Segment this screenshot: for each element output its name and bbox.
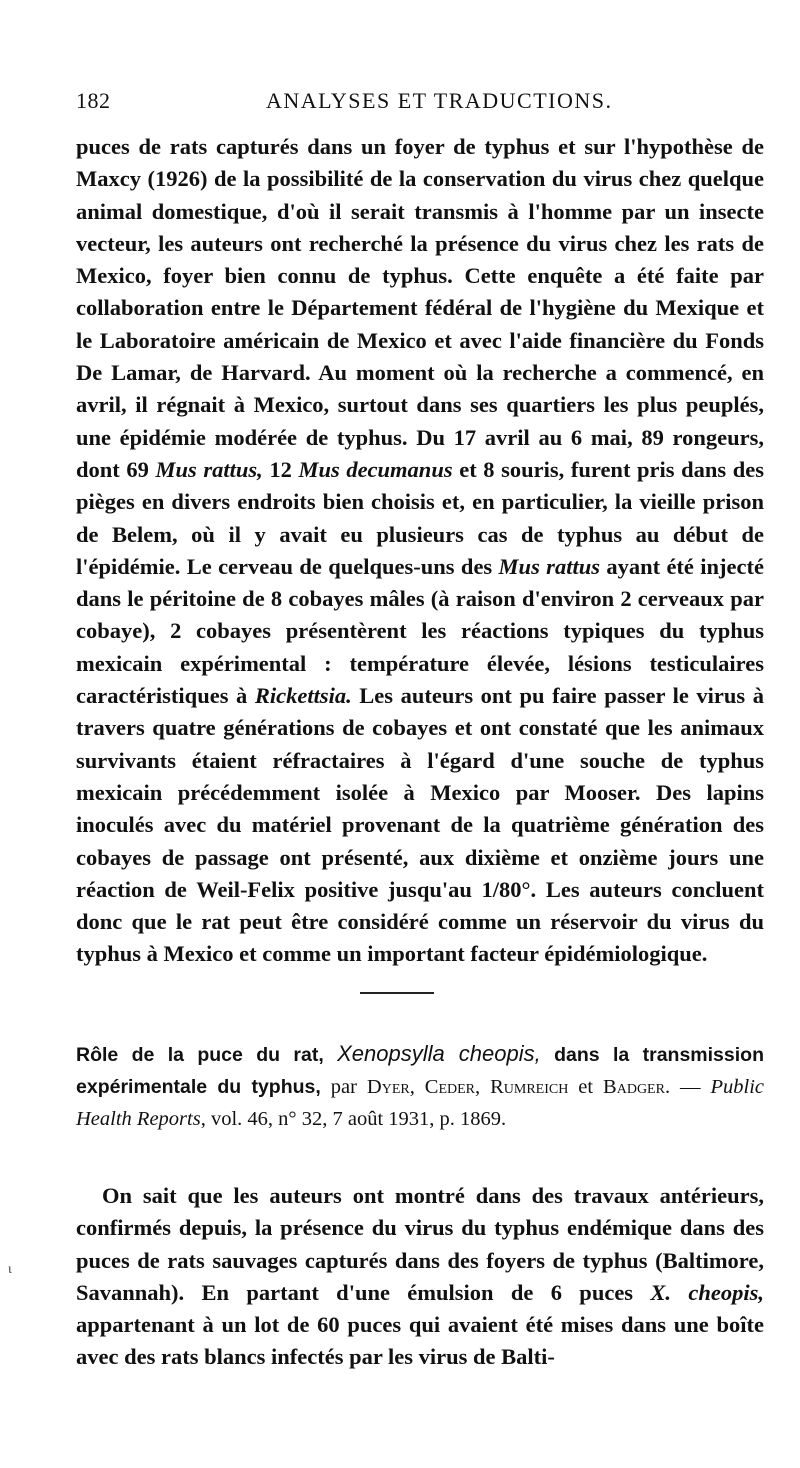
article-body-paragraph xyxy=(76,1180,764,1374)
author-name: Dyer xyxy=(366,1076,410,1098)
article-title: dans la transmission expérimentale du typhus, xyxy=(76,1044,764,1098)
separator: . — xyxy=(664,1076,711,1098)
conjunction: et xyxy=(568,1076,604,1098)
page-header xyxy=(76,88,776,122)
byline-prefix: par xyxy=(320,1076,367,1098)
text-run: ayant été injecté dans le péritoine de 8 cobayes mâles (à raison d'environ 2 cerveaux par cobaye), 2 cobayes présentèrent les réactions typiques du typhus mexicain expérimental : température élevée, lésions testiculaires caractéristiques à xyxy=(76,553,764,709)
text-run: appartenant à un lot de 60 puces qui avaient été mises dans une boîte avec des rats blancs infectés par les virus de Balti- xyxy=(76,1312,764,1370)
author-name: Ceder xyxy=(424,1076,476,1098)
running-title: ANALYSES ET TRADUCTIONS. xyxy=(266,88,613,113)
text-run: 12 xyxy=(262,456,299,482)
text-run: Les auteurs ont pu faire passer le virus à travers quatre générations de cobayes et ont constaté que les animaux survivants étaient réfractaires à l'égard d'une souche de typhus mexicain précédemment isolée à Mexico par Mooser. Des lapins inoculés avec du matériel provenant de la quatrième génération des cobayes de passage ont présenté, aux dixième et onzième jours une réaction de Weil-Felix positive jusqu'au 1/80°. Les auteurs concluent donc que le rat peut être considéré comme un réservoir du virus du typhus à Mexico et comme un important facteur épidémiologique. xyxy=(76,683,764,967)
genus-name: Rickettsia. xyxy=(254,683,352,709)
text-run: On sait que les auteurs ont montré dans des travaux antérieurs, confirmés depuis, la présence du virus du typhus endémique dans des puces de rats sauvages capturés dans des foyers de typhus (Baltimore, Savannah). En partant d'une émulsion de 6 puces xyxy=(76,1183,764,1305)
article-title: Rôle de la puce du rat, xyxy=(76,1044,338,1066)
separator: , xyxy=(409,1076,425,1098)
section-divider xyxy=(360,992,434,994)
author-name: Rumreich xyxy=(490,1076,569,1098)
citation-details: , vol. 46, n° 32, 7 août 1931, p. 1869. xyxy=(200,1108,507,1130)
species-name: Mus rattus xyxy=(498,553,600,579)
text-run: puces de rats capturés dans un foyer de typhus et sur l'hypothèse de Maxcy (1926) de la possibilité de la conservation du virus chez quelque animal domestique, d'où il serait transmis à l'homme par un insecte vecteur, les auteurs ont recherché la présence du virus chez les rats de Mexico, foyer bien connu de typhus. Cette enquête a été faite par collaboration entre le Département fédéral de l'hygiène du Mexique et le Laboratoire américain de Mexico et avec l'aide financière du Fonds De Lamar, de Harvard. Au moment où la recherche a commencé, en avril, il régnait à Mexico, surtout dans ses quartiers les plus peuplés, une épidémie modérée de typhus. Du 17 avril au 6 mai, 89 rongeurs, dont 69 xyxy=(76,134,764,482)
separator: , xyxy=(475,1076,491,1098)
page-number: 182 xyxy=(76,88,111,113)
journal-name: Public Health Reports xyxy=(76,1076,764,1130)
paragraph-continued xyxy=(76,131,764,971)
margin-mark: ι xyxy=(8,1262,12,1277)
species-name: X. cheopis, xyxy=(650,1279,764,1305)
article-heading xyxy=(76,1038,764,1135)
species-name: Mus rattus, xyxy=(155,456,263,482)
article-title-species: Xenopsylla cheopis, xyxy=(337,1041,541,1066)
species-name: Mus decumanus xyxy=(298,456,453,482)
text-run: et 8 souris, furent pris dans des pièges en divers endroits bien choisis et, en particulier, la vieille prison de Belem, où il y avait eu plusieurs cas de typhus au début de l'épidémie. Le cerveau de quelques-uns des xyxy=(76,456,765,579)
author-name: Badger xyxy=(603,1076,665,1098)
